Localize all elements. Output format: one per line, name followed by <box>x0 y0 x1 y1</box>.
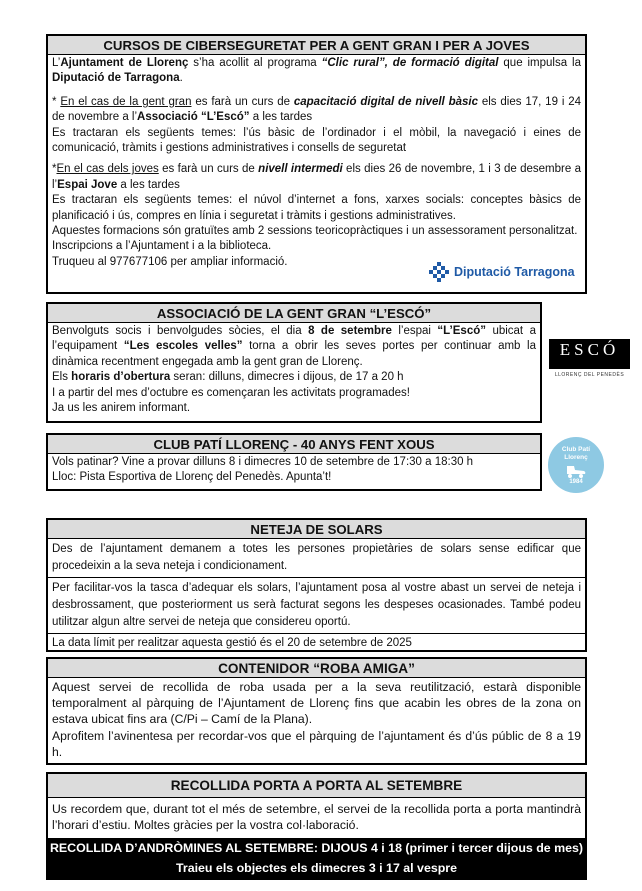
text: capacitació digital de nivell bàsic <box>293 95 478 108</box>
text: torna a obrir les seves portes per continuar amb la dinàmica recentment engegada amb la gent gran de Llorenç. <box>52 340 536 368</box>
joves-paragraph <box>52 162 581 193</box>
diputacio-emblem-icon <box>428 262 450 284</box>
section-title: CONTENIDOR “ROBA AMIGA” <box>48 659 585 678</box>
andromines-bar: RECOLLIDA D’ANDRÒMINES AL SETEMBRE: DIJOUS 4 i 18 (primer i tercer dijous de mes) <box>48 838 585 858</box>
section-body <box>48 678 585 760</box>
roba-paragraph-1: Aquest servei de recollida de roba usada per a la seva reutilització, estarà disponible temporalment al pàrquing de l’Ajuntament de Llorenç fins que acabin les obres de la zona on estava ubicat fins ara (C/Pi – Camí de la Plana). <box>52 680 581 727</box>
text: l’espai <box>391 325 438 337</box>
esco-paragraph-4: Ja us les anirem informant. <box>52 402 191 415</box>
text: “Clic rural”, de formació digital <box>321 57 499 69</box>
esco-paragraph-1 <box>52 324 536 370</box>
pati-line-1: Vols patinar? Vine a provar dilluns 8 i dimecres 10 de setembre de 17:30 a 18:30 h <box>52 456 474 468</box>
roba-section <box>46 657 587 765</box>
pati-logo-year: 1984 <box>569 479 583 485</box>
text: Diputació de Tarragona <box>52 72 180 85</box>
text: Associació “L’Escó” <box>137 111 250 124</box>
free-note: Aquestes formacions són gratuïtes amb 2 sessions teoricopràctiques i un assessorament personalitzat. <box>52 225 578 238</box>
phone-note: Truqueu al 977677106 per ampliar informació. <box>52 255 288 268</box>
text: * <box>52 95 61 108</box>
text: En el cas dels joves <box>56 163 159 176</box>
text: Ajuntament de Llorenç <box>60 57 189 69</box>
intro-paragraph <box>52 56 581 87</box>
joves-topics: Es tractaran els següents temes: el núvol d’internet a fons, xarxes socials: conceptes bàsics de planificació i ús, compres en línia i seguretat i tràmits i gestions administratives. <box>52 194 581 222</box>
porta-section <box>46 772 587 880</box>
solars-section <box>46 518 587 652</box>
diputacio-logo <box>428 260 588 286</box>
text: s’ha acollit al programa <box>188 57 322 69</box>
pati-line-2: Lloc: Pista Esportiva de Llorenç del Penedès. Apunta’t! <box>52 471 332 484</box>
text: els dies 17, 19 i 24 de novembre a l’ <box>52 95 582 124</box>
text: a les tardes <box>117 178 180 191</box>
text: * <box>52 163 57 176</box>
text: 8 de setembre <box>308 325 392 337</box>
text: “Les escoles velles” <box>123 340 243 353</box>
pati-logo-text: Club Patí Llorenç <box>561 446 591 461</box>
section-body <box>48 55 585 270</box>
text: nivell intermedi <box>258 163 343 176</box>
pati-logo <box>548 437 604 493</box>
text: Benvolguts socis i benvolgudes sòcies, el dia <box>52 325 309 337</box>
text: a les tardes <box>249 111 313 124</box>
section-title: CURSOS DE CIBERSEGURETAT PER A GENT GRAN I PER A JOVES <box>48 36 585 55</box>
esco-logo-text: ESCÓ <box>559 340 620 359</box>
text: que impulsa la <box>498 57 581 69</box>
text: . <box>179 72 183 85</box>
section-title: NETEJA DE SOLARS <box>48 520 585 539</box>
text: es farà un curs de <box>191 95 294 108</box>
text: “L’Escó” <box>437 325 486 337</box>
diputacio-logo-text: Diputació Tarragona <box>454 265 575 279</box>
porta-paragraph: Us recordem que, durant tot el més de setembre, el servei de la recollida porta a porta mantindrà l’horari d’estiu. Moltes gràcies per la vostra col·laboració. <box>52 802 581 833</box>
text: L’ <box>52 57 61 69</box>
esco-section <box>46 302 542 423</box>
esco-logo <box>549 339 630 378</box>
text: En el cas de la gent gran <box>60 95 192 108</box>
ciberseguretat-section <box>46 34 587 294</box>
solars-row-3: La data límit per realitzar aquesta gestió és el 20 de setembre de 2025 <box>48 633 585 652</box>
roller-skate-icon <box>563 464 589 478</box>
esco-paragraph-2 <box>52 370 536 385</box>
text: els dies 26 de novembre, 1 i 3 de desembre a l’ <box>52 163 581 191</box>
text: ubicat a l’equipament <box>52 325 536 353</box>
pati-section <box>46 433 542 491</box>
esco-logo-subtitle: LLORENÇ DEL PENEDÈS <box>554 372 625 378</box>
text: Els <box>52 371 72 384</box>
section-title: ASSOCIACIÓ DE LA GENT GRAN “L’ESCÓ” <box>48 304 540 323</box>
section-body <box>48 454 540 486</box>
esco-paragraph-3: I a partir del mes d’octubre es començaran les activitats programades! <box>52 386 410 399</box>
signup-note: Inscripcions a l’Ajuntament i a la biblioteca. <box>52 240 272 253</box>
andromines-note-bar: Traieu els objectes els dimecres 3 i 17 al vespre <box>48 858 585 878</box>
solars-row-2: Per facilitar-vos la tasca d’adequar els solars, l’ajuntament posa al vostre abast un servei de neteja i desbrossament, que posteriorment us serà facturat segons les despeses ocasionades. També podeu utilitzar algun altre servei de neteja que considereu oportú. <box>48 577 585 633</box>
gent-gran-paragraph <box>52 95 581 126</box>
text: seran: dilluns, dimecres i dijous, de 17 a 20 h <box>170 371 404 384</box>
gent-gran-topics: Es tractaran els següents temes: l’ús bàsic de l’ordinador i el mòbil, la navegació i eines de comunicació, tràmits i gestions administratives i consells de seguretat <box>52 126 581 155</box>
text: horaris d’obertura <box>71 371 171 384</box>
text: Espai Jove <box>57 178 118 191</box>
text: es farà un curs de <box>158 163 259 176</box>
section-body <box>48 323 540 416</box>
roba-paragraph-2: Aprofitem l’avinentesa per recordar-vos que el pàrquing de l’ajuntament és d’ús públic de 8 a 19 h. <box>52 728 581 759</box>
solars-row-1: Des de l’ajuntament demanem a totes les persones propietàries de solars sense edificar que procedeixin a la seva neteja i condicionament. <box>52 543 581 572</box>
section-title: RECOLLIDA PORTA A PORTA AL SETEMBRE <box>48 774 585 798</box>
section-title: CLUB PATÍ LLORENÇ - 40 ANYS FENT XOUS <box>48 435 540 454</box>
